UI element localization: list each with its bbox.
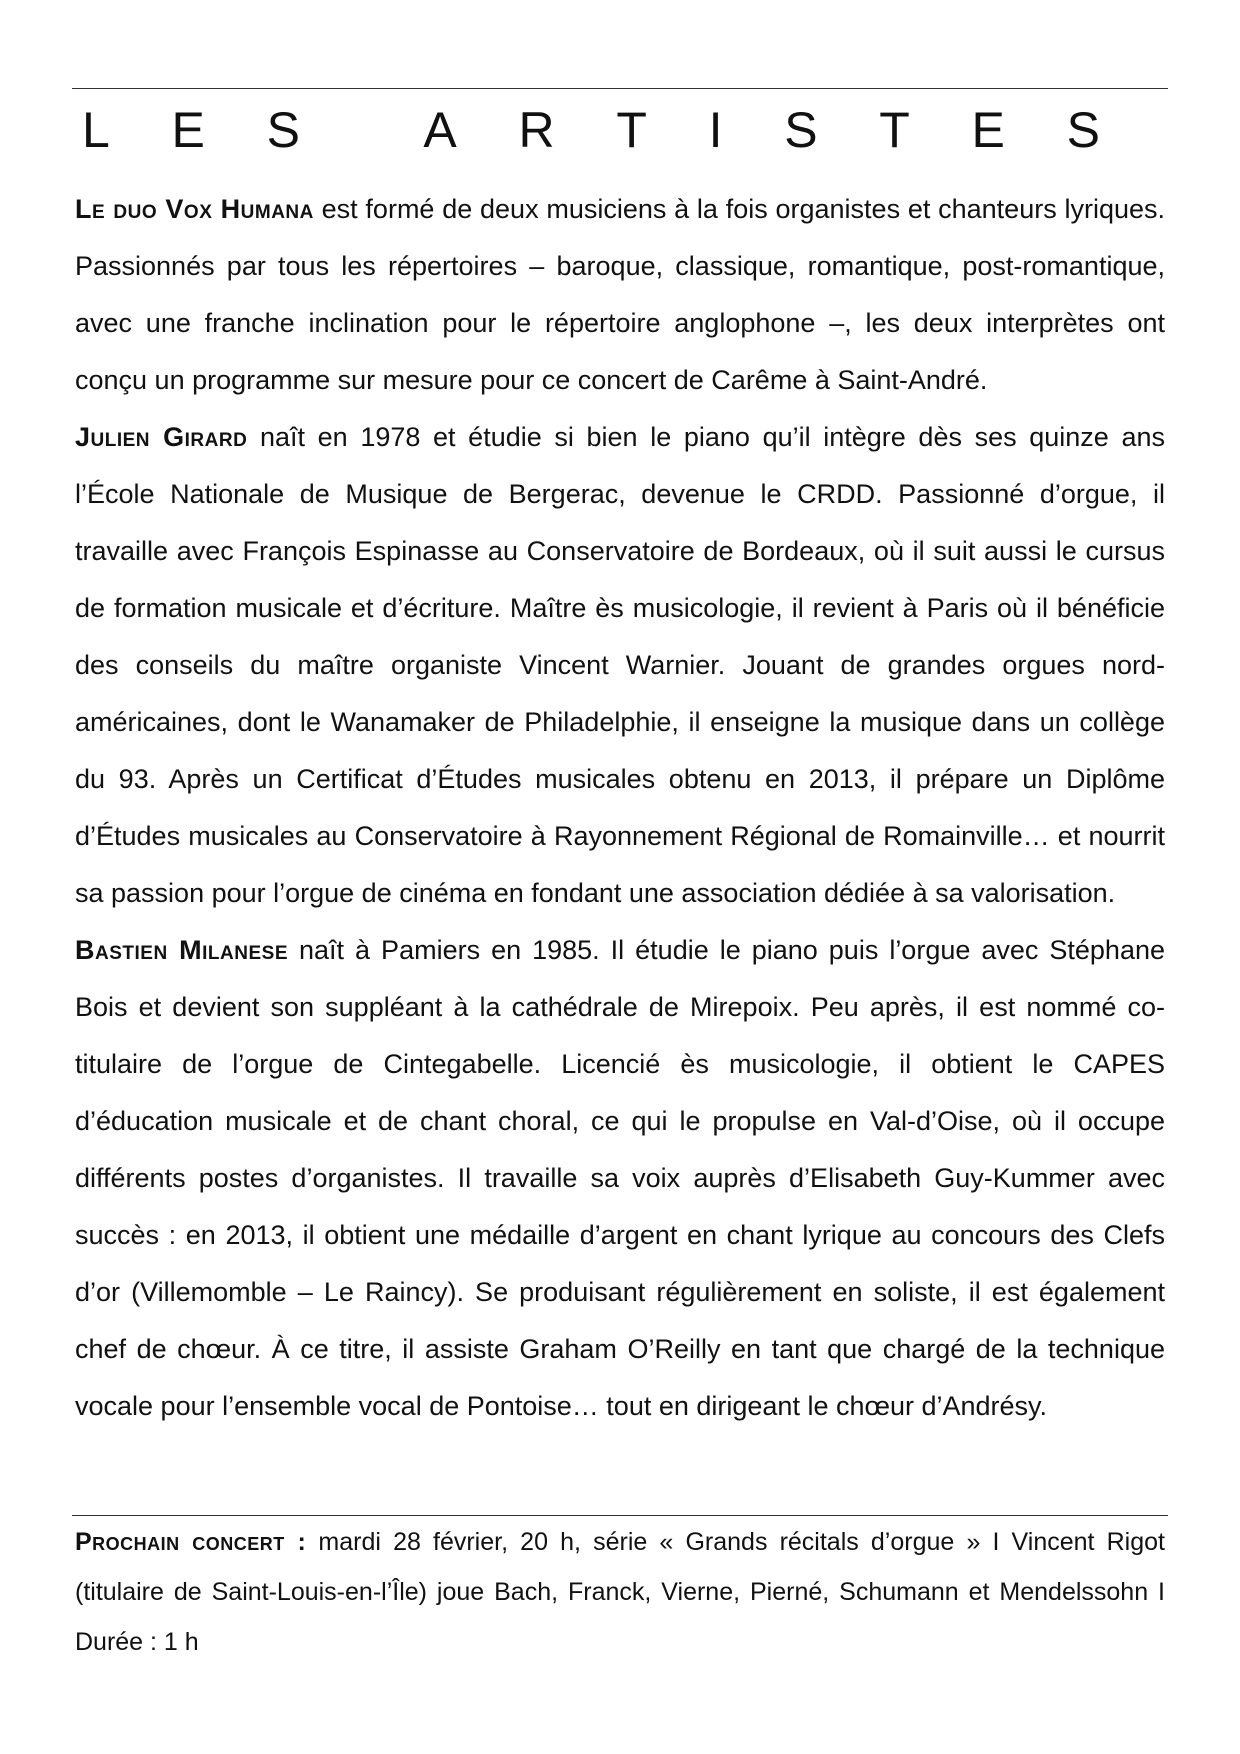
title-letter: I (708, 102, 723, 158)
title-letter: E (171, 102, 205, 158)
section-title (82, 102, 1100, 158)
paragraph-lead: Bastien Milanese (75, 935, 289, 965)
title-letter: R (518, 102, 555, 158)
paragraph-vox-humana (75, 181, 1165, 409)
top-rule (72, 88, 1168, 89)
title-letter: S (784, 102, 818, 158)
paragraph-bastien-milanese (75, 922, 1165, 1435)
paragraph-text: naît en 1978 et étudie si bien le piano qu’il intègre dès ses quinze ans l’École Nationale de Musique de Bergerac, devenue le CRDD. Passionné d’orgue, il travaille avec François Espinasse au Conservatoire de Bordeaux, où il suit aussi le cursus de formation musicale et d’écriture. Maître ès musicologie, il revient à Paris où il bénéficie des conseils du maître organiste Vincent Warnier. Jouant de grandes orgues nord-américaines, dont le Wanamaker de Philadelphie, il enseigne la musique dans un collège du 93. Après un Certificat d’Études musicales obtenu en 2013, il prépare un Diplôme d’Études musicales au Conservatoire à Rayonnement Régional de Romainville… et nourrit sa passion pour l’orgue de cinéma en fondant une association dédiée à sa valorisation. (75, 422, 1165, 908)
title-letter: S (266, 102, 300, 158)
paragraph-lead: Le duo Vox Humana (75, 194, 314, 224)
paragraph-text: naît à Pamiers en 1985. Il étudie le piano puis l’orgue avec Stéphane Bois et devient son suppléant à la cathédrale de Mirepoix. Peu après, il est nommé co-titulaire de l’orgue de Cintegabelle. Licencié ès musicologie, il obtient le CAPES d’éducation musicale et de chant choral, ce qui le propulse en Val-d’Oise, où il occupe différents postes d’organistes. Il travaille sa voix auprès d’Elisabeth Guy-Kummer avec succès : en 2013, il obtient une médaille d’argent en chant lyrique au concours des Clefs d’or (Villemomble – Le Raincy). Se produisant régulièrement en soliste, il est également chef de chœur. À ce titre, il assiste Graham O’Reilly en tant que chargé de la technique vocale pour l’ensemble vocal de Pontoise… tout en dirigeant le chœur d’Andrésy. (75, 935, 1165, 1421)
footer-lead: Prochain concert : (75, 1528, 307, 1556)
footer-text: mardi 28 février, 20 h, série « Grands récitals d’orgue » I Vincent Rigot (titulaire de Saint-Louis-en-l’Île) joue Bach, Franck, Vierne, Pierné, Schumann et Mendelssohn I Durée : 1 h (75, 1528, 1165, 1656)
title-letter: E (971, 102, 1005, 158)
paragraph-lead: Julien Girard (75, 422, 248, 452)
document-page (72, 88, 1168, 1435)
title-letter: A (423, 102, 457, 158)
paragraph-julien-girard (75, 409, 1165, 922)
title-letter: T (879, 102, 910, 158)
title-letter: L (82, 102, 110, 158)
paragraph-text: est formé de deux musiciens à la fois organistes et chanteurs lyriques. Passionnés par tous les répertoires – baroque, classique, romantique, post-romantique, avec une franche inclination pour le répertoire anglophone –, les deux interprètes ont conçu un programme sur mesure pour ce concert de Carême à Saint-André. (75, 194, 1166, 395)
title-letter: T (616, 102, 647, 158)
next-concert-footer (75, 1517, 1165, 1667)
title-letter: S (1066, 102, 1100, 158)
footer-rule (72, 1515, 1168, 1516)
body-text (72, 181, 1165, 1435)
